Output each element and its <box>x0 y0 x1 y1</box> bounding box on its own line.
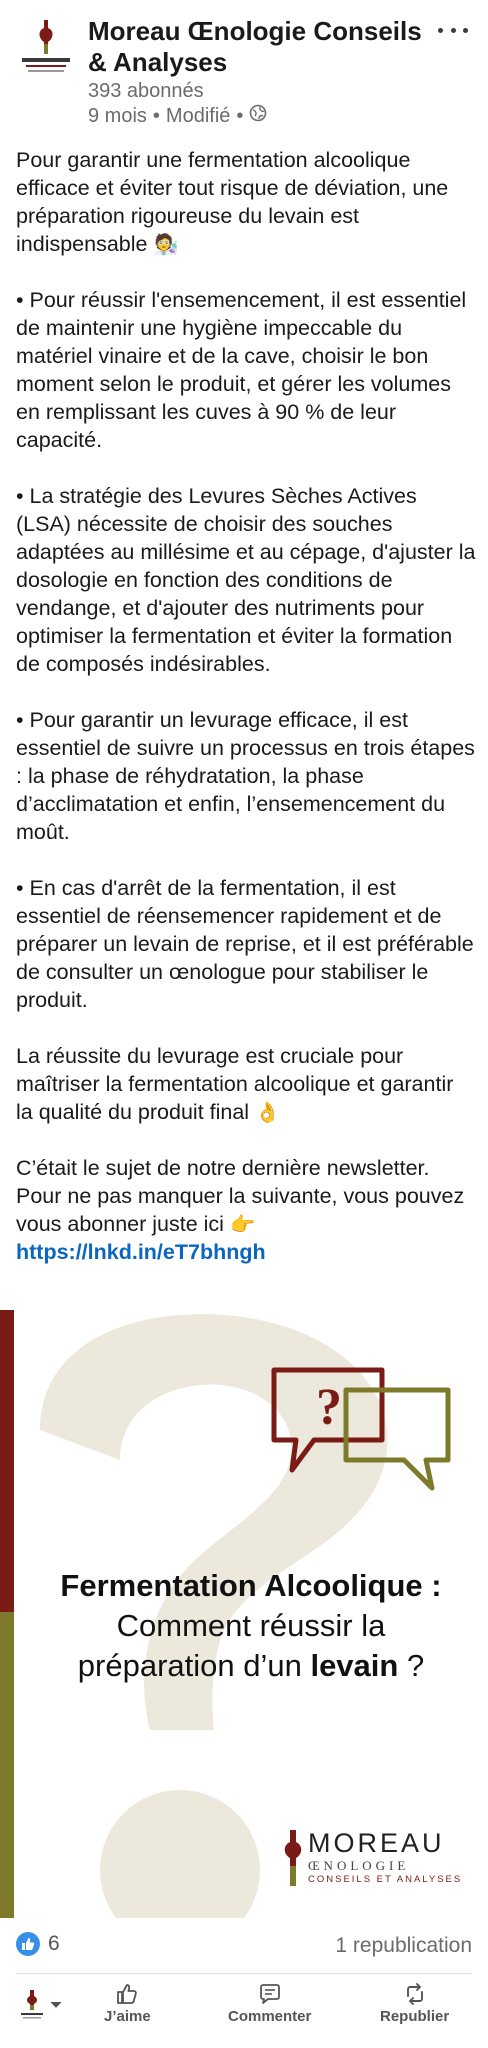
divider <box>16 1973 472 1974</box>
actor-switcher[interactable] <box>18 1988 62 2022</box>
thumbs-up-icon <box>16 1932 40 1956</box>
meta-separator: • <box>236 104 244 127</box>
image-title-line3: préparation d’un levain ? <box>77 1648 425 1683</box>
post-header <box>0 0 488 138</box>
like-button[interactable] <box>104 1982 151 2025</box>
post-paragraph: Pour garantir une fermentation alcoolique efficace et éviter tout risque de déviation, une préparation rigoureuse du levain est indispensable 🧑‍🔬 <box>16 148 449 256</box>
post-paragraph: • En cas d'arrêt de la fermentation, il est essentiel de réensemencer rapidement et de préparer un levain de reprise, et il est préférable de consulter un œnologue pour stabiliser le produit. <box>16 876 474 1012</box>
more-options-button[interactable] <box>438 18 468 42</box>
reaction-count[interactable] <box>16 1932 60 1956</box>
speech-bubbles-icon <box>270 1366 460 1506</box>
post-paragraph: • Pour garantir un levurage efficace, il est essentiel de suivre un processus en trois étapes : la phase de réhydratation, la phase d’acclimatation et enfin, l’ensemencement du moût. <box>16 708 475 844</box>
like-label: J’aime <box>104 2008 151 2025</box>
like-count: 6 <box>48 1932 60 1955</box>
pointing-emoji: 👉 <box>229 1212 255 1236</box>
post-paragraph: La réussite du levurage est cruciale pour maîtriser la fermentation alcoolique et garantir la qualité du produit final 👌 <box>16 1044 454 1124</box>
comment-button[interactable] <box>228 1982 311 2025</box>
globe-icon <box>249 104 267 128</box>
avatar <box>18 1988 46 2022</box>
meta-separator: • <box>152 104 160 127</box>
newsletter-link[interactable]: https://lnkd.in/eT7bhngh <box>16 1240 266 1264</box>
post-stats <box>0 1928 488 1968</box>
logo-tagline: CONSEILS ET ANALYSES <box>308 1874 463 1885</box>
logo-sub: ŒNOLOGIE <box>308 1858 410 1873</box>
image-title-line2: Comment réussir la <box>116 1608 386 1643</box>
comment-icon <box>258 1982 282 2006</box>
ok-hand-emoji: 👌 <box>255 1100 280 1124</box>
scientist-emoji: 🧑‍🔬 <box>153 232 179 256</box>
repost-label: Republier <box>380 2008 450 2025</box>
post-time: 9 mois <box>88 104 147 127</box>
accent-bar-olive <box>0 1612 14 1918</box>
post-paragraph: C’était le sujet de notre dernière newsletter. Pour ne pas manquer la suivante, vous pouvez vous abonner juste ici 👉 https://lnkd.in/eT7bhngh <box>16 1156 465 1264</box>
chevron-down-icon <box>50 2001 62 2009</box>
post-image[interactable] <box>0 1310 488 1918</box>
image-title <box>14 1566 488 1686</box>
company-logo[interactable] <box>14 14 78 86</box>
company-name[interactable]: Moreau Œnologie Conseils & Analyses <box>88 16 422 77</box>
wine-glass-icon <box>282 1830 304 1886</box>
repost-count[interactable]: 1 republication <box>335 1934 472 1957</box>
image-logo <box>282 1828 472 1890</box>
comment-label: Commenter <box>228 2008 312 2025</box>
svg-text:?: ? <box>316 1379 342 1436</box>
thumbs-up-icon <box>115 1982 139 2006</box>
repost-button[interactable] <box>380 1982 449 2025</box>
accent-bar-red <box>0 1310 14 1612</box>
image-title-line1: Fermentation Alcoolique : <box>60 1568 442 1603</box>
post-paragraph: • La stratégie des Levures Sèches Actives (LSA) nécessite de choisir des souches adaptées au millésime et au cépage, d'ajuster la dosologie en fonction des conditions de vendange, et d'ajouter des nutriments pour optimiser la fermentation et éviter la formation de composés indésirables. <box>16 484 476 676</box>
edited-label: Modifié <box>165 104 231 127</box>
post-meta <box>88 104 267 128</box>
logo-brand: MOREAU <box>308 1828 445 1858</box>
repost-icon <box>403 1982 427 2006</box>
post-paragraph: • Pour réussir l'ensemencement, il est essentiel de maintenir une hygiène impeccable du matériel vinaire et de la cave, choisir le bon moment selon le produit, et gérer les volumes en remplissant les cuves à 90 % de leur capacité. <box>16 288 467 452</box>
post-body <box>16 146 476 1294</box>
more-horizontal-icon <box>438 28 443 33</box>
follower-count: 393 abonnés <box>88 80 204 102</box>
action-bar <box>0 1978 488 2048</box>
